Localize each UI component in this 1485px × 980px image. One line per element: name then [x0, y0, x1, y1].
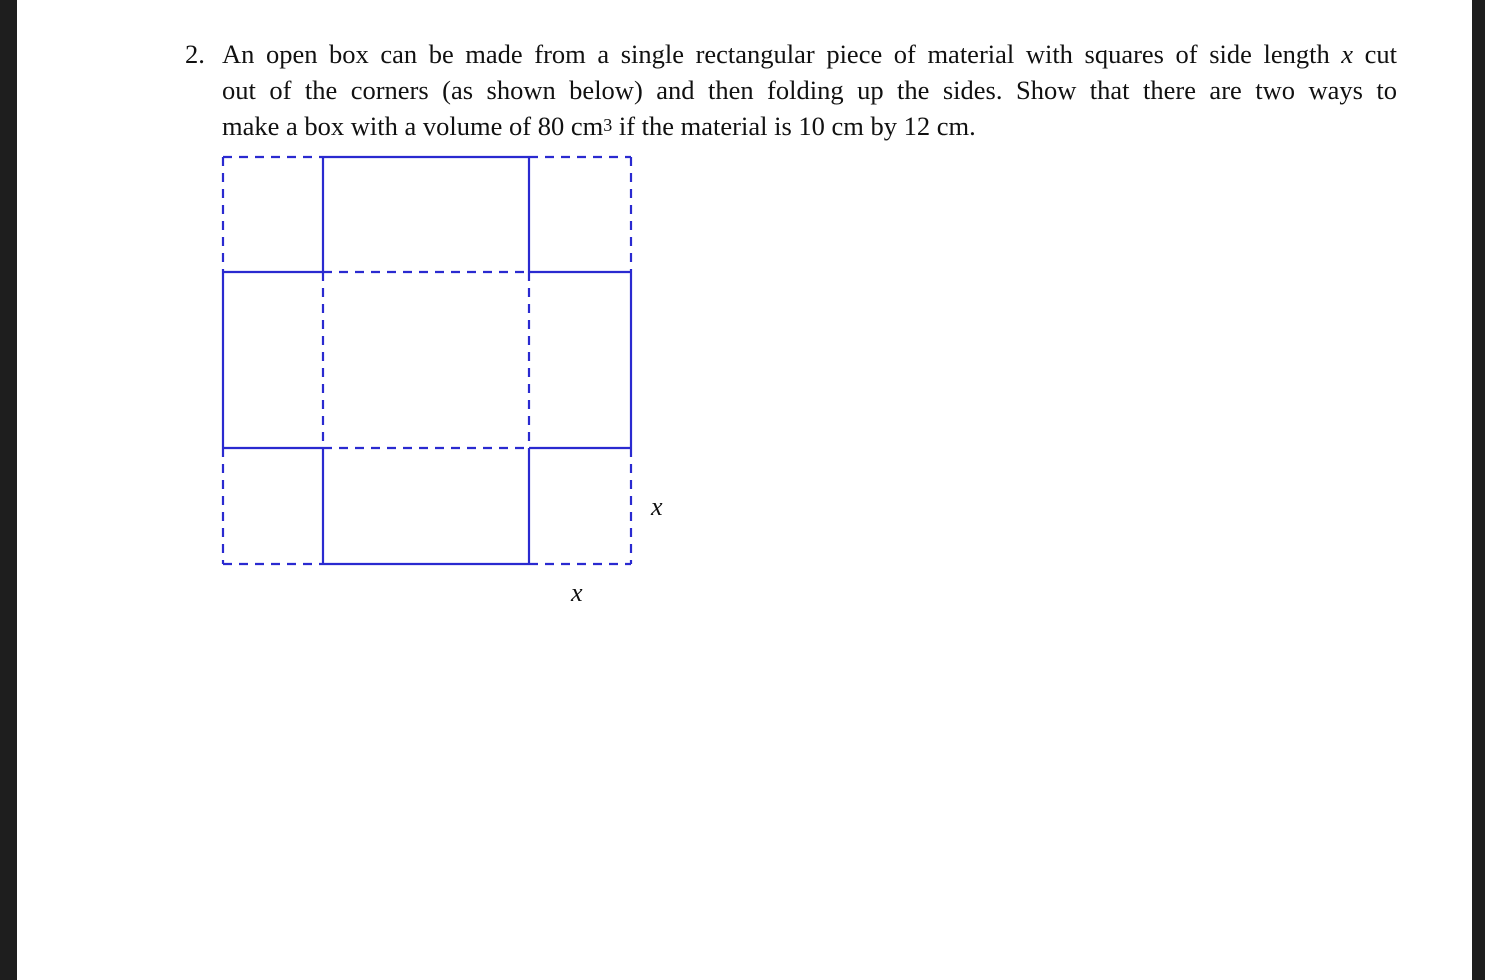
document-page — [17, 0, 1472, 980]
problem-line-3 — [222, 108, 1397, 144]
cubed-superscript: 3 — [603, 115, 613, 135]
problem-line-1 — [222, 36, 1397, 72]
problem-number: 2. — [185, 39, 205, 69]
cut-corner-dashed-lines — [223, 157, 631, 564]
line3-tail: if the material is 10 cm by 12 cm. — [612, 111, 976, 141]
problem-2 — [185, 36, 1397, 144]
problem-line-2: out of the corners (as shown below) and then folding up the sides. Show that there are two ways to — [222, 75, 1397, 105]
label-x-bottom: x — [571, 578, 583, 607]
net-outline-solid-lines — [223, 157, 631, 564]
problem-text — [222, 36, 1397, 144]
box-net-diagram — [17, 0, 1472, 980]
line3-text: make a box with a volume of 80 cm — [222, 111, 604, 141]
line1-tail: cut — [1353, 39, 1398, 69]
label-x-right: x — [651, 492, 663, 521]
line1-text: An open box can be made from a single rectangular piece of material with squares of side length — [222, 39, 1342, 69]
variable-x: x — [1341, 39, 1354, 69]
